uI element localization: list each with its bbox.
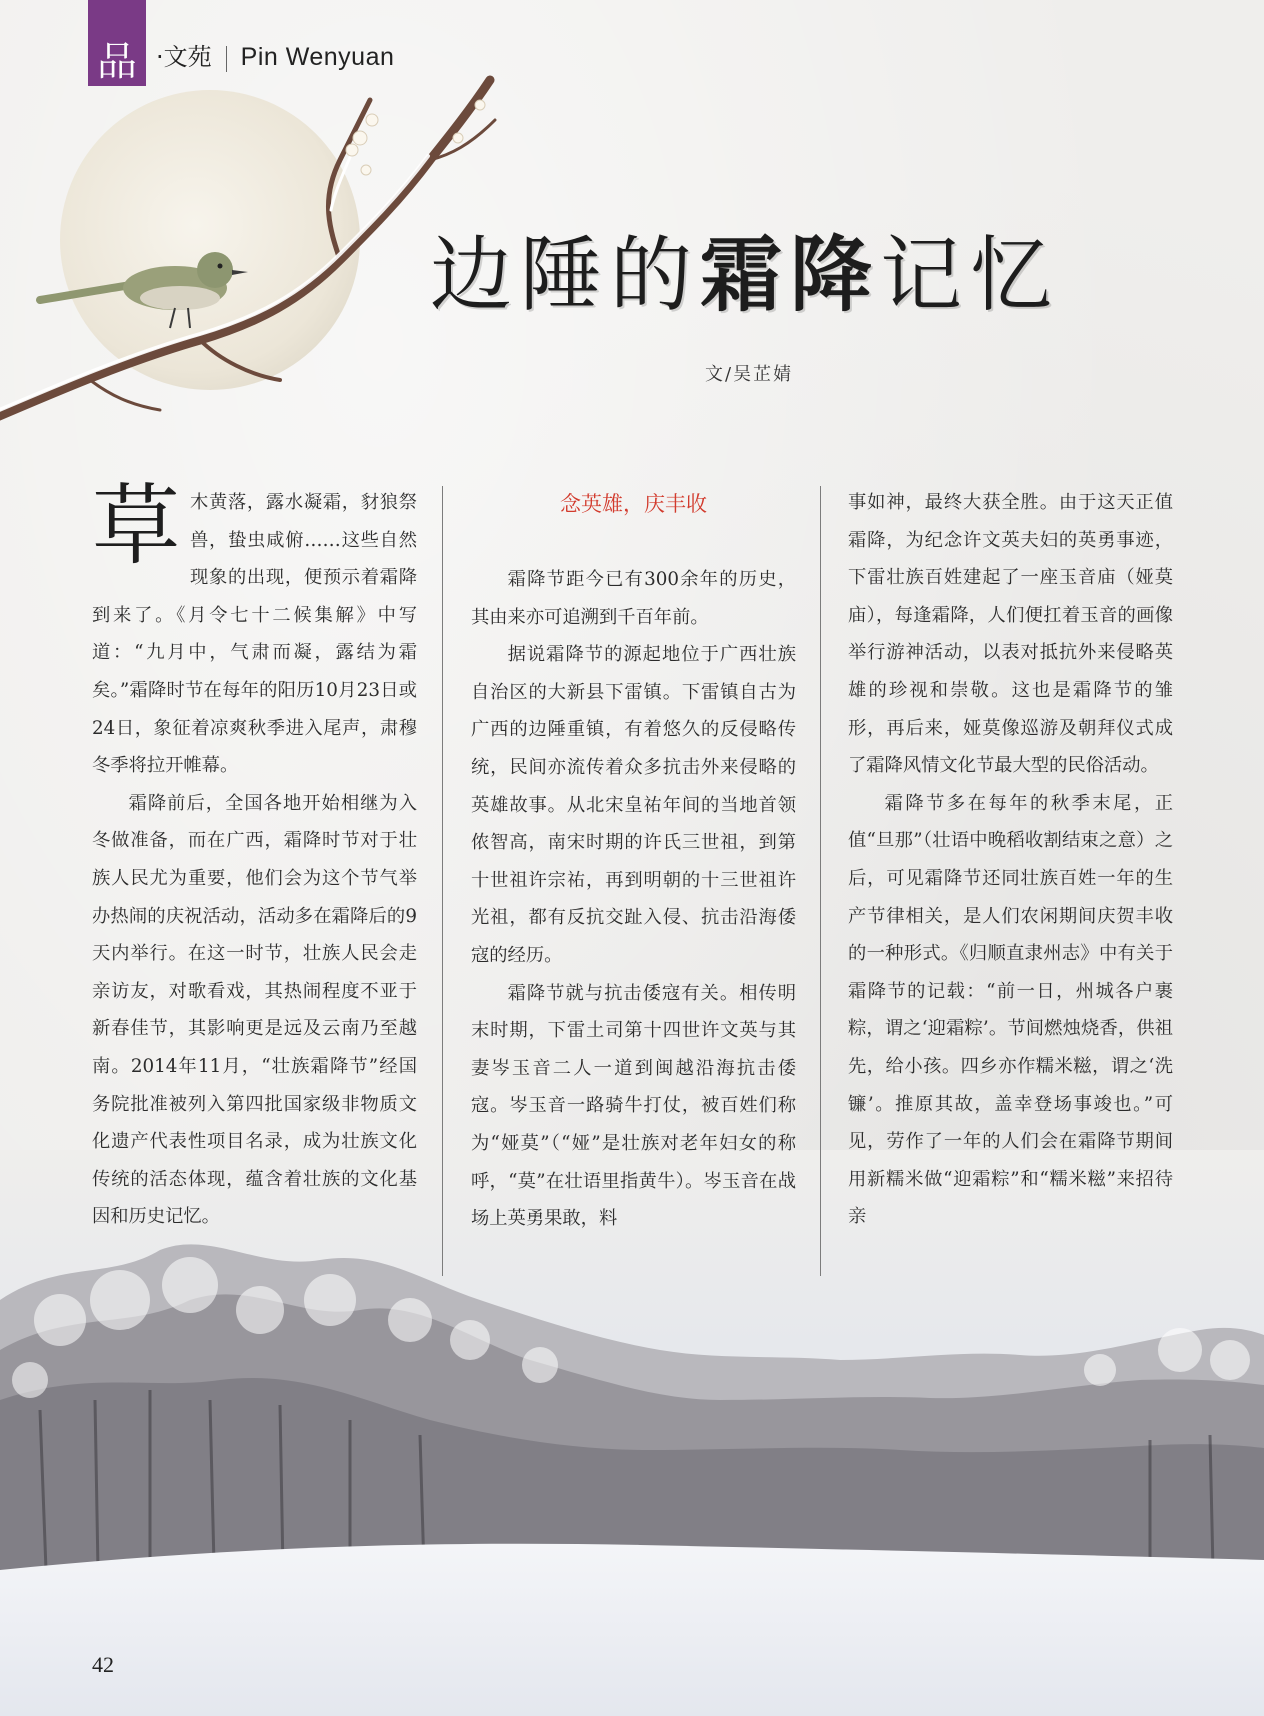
- column-divider: [442, 486, 443, 1276]
- title-part-1: 边陲的: [430, 228, 701, 323]
- section-char: 品: [97, 39, 137, 85]
- article-column-1: [92, 474, 417, 1236]
- section-name: ·文苑: [156, 43, 212, 71]
- title-part-3: 记忆: [880, 228, 1061, 323]
- article-column-2: [471, 484, 796, 1238]
- page-number: 42: [92, 1652, 114, 1677]
- article-title: [430, 210, 1060, 327]
- author-byline: 文/吴芷婧: [705, 364, 794, 385]
- paragraph: 据说霜降节的源起地位于广西壮族自治区的大新县下雷镇。下雷镇自古为广西的边陲重镇，有着悠久的反侵略传统，民间亦流传着众多抗击外来侵略的英雄故事。从北宋皇祐年间的当地首领侬智高，南宋时期的许氏三世祖，到第十世祖许宗祐，再到明朝的十三世祖许光祖，都有反抗交趾入侵、抗击沿海倭寇的经历。: [471, 644, 796, 966]
- section-name-english: Pin Wenyuan: [240, 43, 395, 71]
- paragraph: 霜降节多在每年的秋季末尾，正值“旦那”（壮语中晚稻收割结束之意）之后，可见霜降节还同壮族百姓一年的生产节律相关，是人们农闲期间庆贺丰收的一种形式。《归顺直隶州志》中有关于霜降节的记载：“前一日，州城各户裹粽，谓之‘迎霜粽’。节间燃烛烧香，供祖先，给小孩。四乡亦作糯米糍，谓之‘洗镰’。推原其故，盖幸登场事竣也。”可见，劳作了一年的人们会在霜降节期间用新糯米做“迎霜粽”和“糯米糍”来招待亲: [848, 792, 1173, 1228]
- drop-cap: 草: [92, 474, 181, 577]
- paragraph: 木黄落，露水凝霜，豺狼祭兽，蛰虫咸俯……这些自然现象的出现，便预示着霜降到来了。《月令七十二候集解》中写道：“九月中，气肃而凝，露结为霜矣。”霜降时节在每年的阳历10月23日或24日，象征着凉爽秋季进入尾声，肃穆冬季将拉开帷幕。: [92, 492, 417, 777]
- paragraph: 霜降前后，全国各地开始相继为入冬做准备，而在广西，霜降时节对于壮族人民尤为重要，他们会为这个节气举办热闹的庆祝活动，活动多在霜降后的9天内举行。在这一时节，壮族人民会走亲访友，对歌看戏，其热闹程度不亚于新春佳节，其影响更是远及云南乃至越南。2014年11月，“壮族霜降节”经国务院批准被列入第四批国家级非物质文化遗产代表性项目名录，成为壮族文化传统的活态体现，蕴含着壮族的文化基因和历史记忆。: [92, 792, 417, 1228]
- article-column-3: [848, 484, 1173, 1236]
- paragraph: 事如神，最终大获全胜。由于这天正值霜降，为纪念许文英夫妇的英勇事迹，下雷壮族百姓建起了一座玉音庙（娅莫庙），每逢霜降，人们便扛着玉音的画像举行游神活动，以表对抵抗外来侵略英雄的珍视和崇敬。这也是霜降节的雏形，再后来，娅莫像巡游及朝拜仪式成了霜降风情文化节最大型的民俗活动。: [848, 492, 1173, 777]
- column-divider: [820, 486, 821, 1276]
- title-part-2: 霜降: [700, 228, 881, 323]
- paragraph: 霜降节距今已有300余年的历史，其由来亦可追溯到千百年前。: [471, 569, 796, 628]
- paragraph: 霜降节就与抗击倭寇有关。相传明末时期，下雷土司第十四世许文英与其妻岑玉音二人一道到闽越沿海抗击倭寇。岑玉音一路骑牛打仗，被百姓们称为“娅莫”（“娅”是壮族对老年妇女的称呼，“莫”在壮语里指黄牛）。岑玉音在战场上英勇果敢，料: [471, 982, 796, 1230]
- section-subheading: 念英雄，庆丰收: [560, 492, 707, 516]
- moon-shape: [60, 90, 360, 390]
